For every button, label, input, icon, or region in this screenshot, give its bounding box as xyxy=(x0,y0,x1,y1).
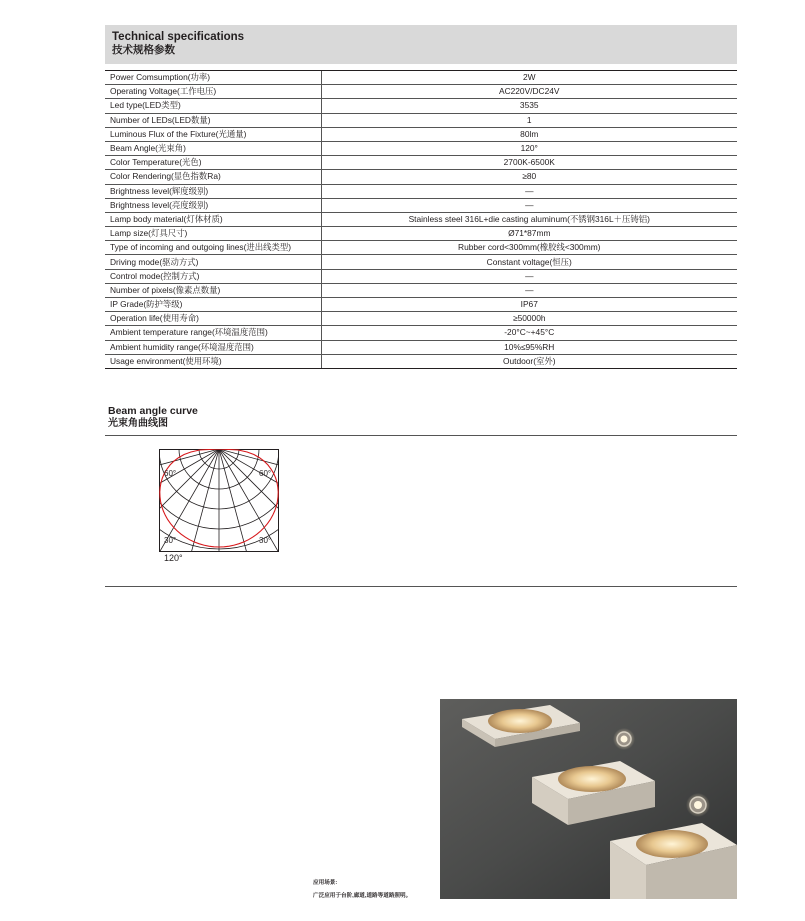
spec-value: 120° xyxy=(321,141,737,155)
spec-row xyxy=(105,354,737,368)
spec-row xyxy=(105,326,737,340)
spec-label: IP Grade(防护等级) xyxy=(105,298,321,312)
spec-row xyxy=(105,71,737,85)
spec-value: AC220V/DC24V xyxy=(321,85,737,99)
beam-title: Beam angle curve xyxy=(108,405,198,417)
spec-value: 80lm xyxy=(321,127,737,141)
application-caption-title: 应用场景: xyxy=(313,880,338,886)
spec-row xyxy=(105,198,737,212)
spec-row xyxy=(105,340,737,354)
spec-row xyxy=(105,212,737,226)
spec-label: Beam Angle(光束角) xyxy=(105,141,321,155)
spec-value: Constant voltage(恒压) xyxy=(321,255,737,269)
spec-label: Brightness level(亮度级别) xyxy=(105,198,321,212)
spec-value: 1 xyxy=(321,113,737,127)
spec-row xyxy=(105,255,737,269)
spec-value: 3535 xyxy=(321,99,737,113)
spec-value: — xyxy=(321,184,737,198)
spec-row xyxy=(105,99,737,113)
beam-top-rule xyxy=(105,435,737,436)
application-photo xyxy=(440,699,737,899)
spec-value: IP67 xyxy=(321,298,737,312)
polar-label-30-left: 30° xyxy=(164,536,177,545)
spec-label: Operation life(使用寿命) xyxy=(105,312,321,326)
spec-label: Color Rendering(显色指数Ra) xyxy=(105,170,321,184)
spec-row xyxy=(105,113,737,127)
spec-value: -20°C~+45°C xyxy=(321,326,737,340)
polar-label-30-right: 30° xyxy=(259,536,272,545)
spec-label: Luminous Flux of the Fixture(光通量) xyxy=(105,127,321,141)
spec-row xyxy=(105,227,737,241)
spec-row xyxy=(105,312,737,326)
spec-label: Control mode(控制方式) xyxy=(105,269,321,283)
spec-label: Driving mode(驱动方式) xyxy=(105,255,321,269)
spec-row xyxy=(105,298,737,312)
beam-angle-label: 120° xyxy=(164,553,183,563)
spec-row xyxy=(105,283,737,297)
spec-subtitle: 技术规格参数 xyxy=(112,44,175,56)
spec-row xyxy=(105,127,737,141)
spec-value: Ø71*87mm xyxy=(321,227,737,241)
spec-label: Lamp size(灯具尺寸) xyxy=(105,227,321,241)
spec-value: ≥50000h xyxy=(321,312,737,326)
spec-label: Ambient temperature range(环境温度范围) xyxy=(105,326,321,340)
spec-title: Technical specifications xyxy=(112,31,245,43)
spec-value: 2W xyxy=(321,71,737,85)
beam-polar-diagram xyxy=(159,449,279,552)
spec-label: Power Comsumption(功率) xyxy=(105,71,321,85)
spec-value: Outdoor(室外) xyxy=(321,354,737,368)
spec-label: Number of LEDs(LED数量) xyxy=(105,113,321,127)
spec-value: Rubber cord<300mm(橡胶线<300mm) xyxy=(321,241,737,255)
spec-row xyxy=(105,156,737,170)
spec-value: — xyxy=(321,198,737,212)
spec-label: Type of incoming and outgoing lines(进出线类型) xyxy=(105,241,321,255)
polar-label-60-left: 60° xyxy=(164,469,177,478)
spec-value: — xyxy=(321,269,737,283)
spec-row xyxy=(105,241,737,255)
spec-row xyxy=(105,170,737,184)
spec-value: 2700K-6500K xyxy=(321,156,737,170)
spec-label: Lamp body material(灯体材质) xyxy=(105,212,321,226)
spec-label: Led type(LED类型) xyxy=(105,99,321,113)
spec-label: Ambient humidity range(环境湿度范围) xyxy=(105,340,321,354)
spec-label: Number of pixels(像素点数量) xyxy=(105,283,321,297)
spec-label: Brightness level(辉度级别) xyxy=(105,184,321,198)
spec-value: — xyxy=(321,283,737,297)
spec-label: Usage environment(使用环境) xyxy=(105,354,321,368)
spec-label: Color Temperature(光色) xyxy=(105,156,321,170)
application-caption-text: 广泛应用于台阶,廊道,道路等道路照明。 xyxy=(313,893,412,899)
spec-value: ≥80 xyxy=(321,170,737,184)
polar-label-60-right: 60° xyxy=(259,469,272,478)
spec-table xyxy=(105,70,737,369)
spec-row xyxy=(105,85,737,99)
spec-row xyxy=(105,269,737,283)
spec-value: 10%≤95%RH xyxy=(321,340,737,354)
spec-row xyxy=(105,141,737,155)
spec-label: Operating Voltage(工作电压) xyxy=(105,85,321,99)
spec-value: Stainless steel 316L+die casting aluminum(不锈钢316L＋压铸铝) xyxy=(321,212,737,226)
beam-subtitle: 光束角曲线图 xyxy=(108,418,168,429)
beam-bottom-rule xyxy=(105,586,737,587)
spec-row xyxy=(105,184,737,198)
